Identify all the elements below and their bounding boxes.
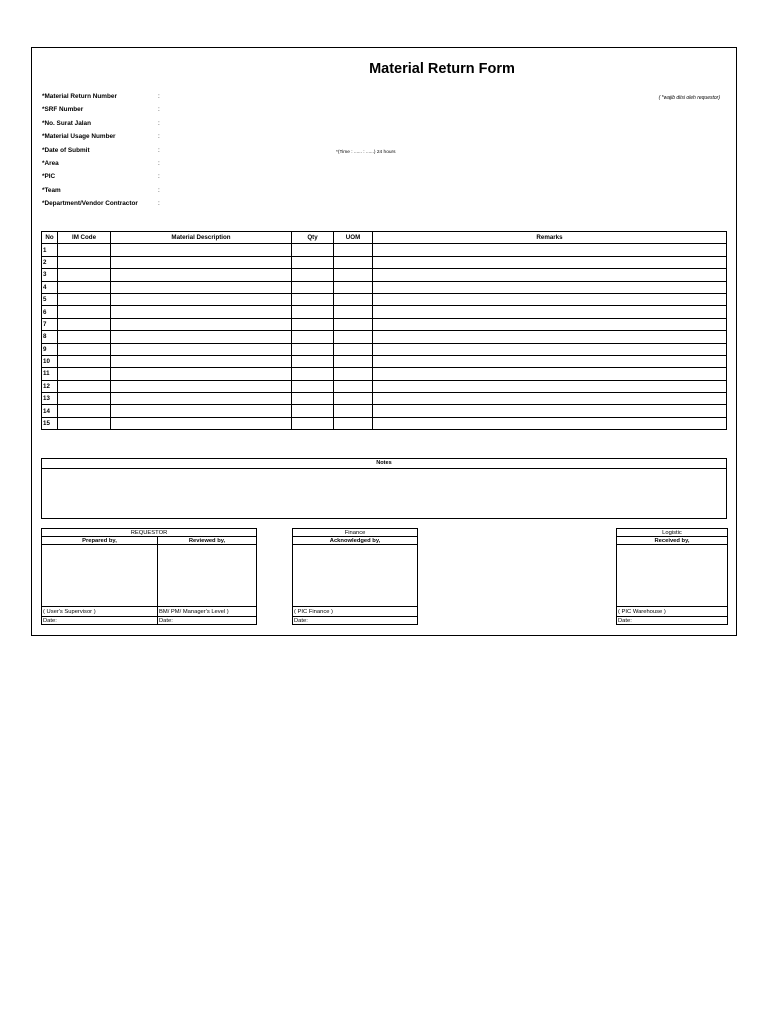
field-pic[interactable] bbox=[42, 173, 182, 185]
im-code-cell[interactable] bbox=[58, 380, 111, 392]
logistic-signature-area[interactable] bbox=[617, 545, 728, 607]
description-cell[interactable] bbox=[111, 281, 292, 293]
table-row bbox=[42, 331, 727, 343]
items-header-row bbox=[42, 232, 727, 244]
description-cell[interactable] bbox=[111, 417, 292, 429]
description-cell[interactable] bbox=[111, 393, 292, 405]
remarks-cell[interactable] bbox=[373, 380, 727, 392]
description-cell[interactable] bbox=[111, 368, 292, 380]
field-colon: : bbox=[158, 173, 160, 181]
prepared-date[interactable]: Date: bbox=[42, 617, 158, 625]
description-cell[interactable] bbox=[111, 343, 292, 355]
remarks-cell[interactable] bbox=[373, 256, 727, 268]
field-label: *Team bbox=[42, 186, 61, 194]
remarks-cell[interactable] bbox=[373, 368, 727, 380]
uom-cell[interactable] bbox=[334, 405, 373, 417]
uom-cell[interactable] bbox=[334, 256, 373, 268]
logistic-header: Logistic bbox=[617, 529, 728, 537]
notes-box[interactable] bbox=[41, 458, 727, 519]
row-number: 4 bbox=[42, 281, 58, 293]
description-cell[interactable] bbox=[111, 355, 292, 367]
row-number: 10 bbox=[42, 355, 58, 367]
finance-signature-area[interactable] bbox=[293, 545, 418, 607]
qty-cell[interactable] bbox=[292, 355, 334, 367]
qty-cell[interactable] bbox=[292, 417, 334, 429]
qty-cell[interactable] bbox=[292, 380, 334, 392]
remarks-cell[interactable] bbox=[373, 331, 727, 343]
col-description: Material Description bbox=[111, 232, 292, 244]
im-code-cell[interactable] bbox=[58, 244, 111, 256]
im-code-cell[interactable] bbox=[58, 355, 111, 367]
field-no-surat-jalan[interactable] bbox=[42, 120, 182, 132]
table-row bbox=[42, 293, 727, 305]
remarks-cell[interactable] bbox=[373, 343, 727, 355]
remarks-cell[interactable] bbox=[373, 405, 727, 417]
uom-cell[interactable] bbox=[334, 355, 373, 367]
logistic-date[interactable]: Date: bbox=[617, 617, 728, 625]
field-label: *SRF Number bbox=[42, 106, 84, 114]
field-label: *Material Return Number bbox=[42, 93, 117, 100]
requestor-block bbox=[41, 528, 257, 625]
received-by-label: Received by, bbox=[617, 537, 728, 545]
prepared-by-label: Prepared by, bbox=[42, 537, 158, 545]
field-label: *No. Surat Jalan bbox=[42, 119, 92, 127]
qty-cell[interactable] bbox=[292, 393, 334, 405]
description-cell[interactable] bbox=[111, 331, 292, 343]
col-remarks: Remarks bbox=[373, 232, 727, 244]
qty-cell[interactable] bbox=[292, 331, 334, 343]
im-code-cell[interactable] bbox=[58, 393, 111, 405]
description-cell[interactable] bbox=[111, 405, 292, 417]
col-no: No bbox=[42, 232, 58, 244]
field-area[interactable] bbox=[42, 160, 182, 172]
table-row bbox=[42, 281, 727, 293]
time-note: *(Time : ...... : ......) 24 hours bbox=[336, 150, 396, 155]
field-material-return-number[interactable] bbox=[42, 93, 182, 105]
table-row bbox=[42, 256, 727, 268]
table-row bbox=[42, 393, 727, 405]
description-cell[interactable] bbox=[111, 380, 292, 392]
field-label: *Material Usage Number bbox=[42, 133, 116, 141]
row-number: 2 bbox=[42, 256, 58, 268]
logistic-block bbox=[616, 528, 728, 625]
field-label: *Date of Submit bbox=[42, 146, 90, 154]
remarks-cell[interactable] bbox=[373, 281, 727, 293]
field-department-vendor[interactable] bbox=[42, 200, 182, 212]
qty-cell[interactable] bbox=[292, 293, 334, 305]
prepared-signature-area[interactable] bbox=[42, 545, 158, 607]
table-row bbox=[42, 380, 727, 392]
reviewed-role: BM/ PM/ Manager's Level ) bbox=[158, 607, 257, 617]
remarks-cell[interactable] bbox=[373, 355, 727, 367]
im-code-cell[interactable] bbox=[58, 343, 111, 355]
uom-cell[interactable] bbox=[334, 380, 373, 392]
qty-cell[interactable] bbox=[292, 281, 334, 293]
im-code-cell[interactable] bbox=[58, 256, 111, 268]
row-number: 12 bbox=[42, 380, 58, 392]
im-code-cell[interactable] bbox=[58, 417, 111, 429]
form-title: Material Return Form bbox=[369, 61, 515, 77]
uom-cell[interactable] bbox=[334, 269, 373, 281]
qty-cell[interactable] bbox=[292, 256, 334, 268]
field-label: *Area bbox=[42, 160, 59, 167]
field-colon: : bbox=[158, 160, 160, 167]
table-row bbox=[42, 343, 727, 355]
qty-cell[interactable] bbox=[292, 244, 334, 256]
qty-cell[interactable] bbox=[292, 306, 334, 318]
col-im-code: IM Code bbox=[58, 232, 111, 244]
row-number: 7 bbox=[42, 318, 58, 330]
im-code-cell[interactable] bbox=[58, 293, 111, 305]
field-label: *PIC bbox=[42, 173, 56, 181]
row-number: 15 bbox=[42, 417, 58, 429]
description-cell[interactable] bbox=[111, 244, 292, 256]
col-qty: Qty bbox=[292, 232, 334, 244]
uom-cell[interactable] bbox=[334, 281, 373, 293]
field-colon: : bbox=[158, 133, 160, 141]
field-colon: : bbox=[158, 200, 160, 208]
finance-role: ( PIC Finance ) bbox=[293, 607, 418, 617]
reviewed-signature-area[interactable] bbox=[158, 545, 257, 607]
qty-cell[interactable] bbox=[292, 405, 334, 417]
description-cell[interactable] bbox=[111, 306, 292, 318]
items-table bbox=[41, 231, 727, 430]
notes-label: Notes bbox=[42, 459, 726, 469]
im-code-cell[interactable] bbox=[58, 318, 111, 330]
reviewed-date[interactable]: Date: bbox=[158, 617, 257, 625]
field-team[interactable] bbox=[42, 187, 182, 199]
remarks-cell[interactable] bbox=[373, 269, 727, 281]
table-row bbox=[42, 405, 727, 417]
field-colon: : bbox=[158, 146, 160, 154]
table-row bbox=[42, 306, 727, 318]
im-code-cell[interactable] bbox=[58, 368, 111, 380]
field-srf-number[interactable] bbox=[42, 106, 182, 118]
remarks-cell[interactable] bbox=[373, 393, 727, 405]
qty-cell[interactable] bbox=[292, 368, 334, 380]
row-number: 5 bbox=[42, 293, 58, 305]
table-row bbox=[42, 355, 727, 367]
uom-cell[interactable] bbox=[334, 306, 373, 318]
uom-cell[interactable] bbox=[334, 368, 373, 380]
field-material-usage-number[interactable] bbox=[42, 133, 182, 145]
finance-block bbox=[292, 528, 418, 625]
uom-cell[interactable] bbox=[334, 393, 373, 405]
qty-cell[interactable] bbox=[292, 343, 334, 355]
im-code-cell[interactable] bbox=[58, 281, 111, 293]
field-colon: : bbox=[158, 186, 160, 194]
remarks-cell[interactable] bbox=[373, 306, 727, 318]
field-colon: : bbox=[158, 93, 160, 100]
remarks-cell[interactable] bbox=[373, 318, 727, 330]
qty-cell[interactable] bbox=[292, 318, 334, 330]
qty-cell[interactable] bbox=[292, 269, 334, 281]
table-row bbox=[42, 318, 727, 330]
prepared-role: ( User's Supervisor ) bbox=[42, 607, 158, 617]
description-cell[interactable] bbox=[111, 318, 292, 330]
description-cell[interactable] bbox=[111, 269, 292, 281]
row-number: 14 bbox=[42, 405, 58, 417]
table-row bbox=[42, 368, 727, 380]
row-number: 3 bbox=[42, 269, 58, 281]
finance-header: Finance bbox=[293, 529, 418, 537]
row-number: 8 bbox=[42, 331, 58, 343]
row-number: 1 bbox=[42, 244, 58, 256]
im-code-cell[interactable] bbox=[58, 306, 111, 318]
logistic-role: ( PIC Warehouse ) bbox=[617, 607, 728, 617]
uom-cell[interactable] bbox=[334, 293, 373, 305]
row-number: 6 bbox=[42, 306, 58, 318]
uom-cell[interactable] bbox=[334, 244, 373, 256]
uom-cell[interactable] bbox=[334, 331, 373, 343]
col-uom: UOM bbox=[334, 232, 373, 244]
table-row bbox=[42, 417, 727, 429]
field-label: *Department/Vendor Contractor bbox=[42, 200, 138, 208]
table-row bbox=[42, 269, 727, 281]
field-date-of-submit[interactable] bbox=[42, 147, 182, 159]
reviewed-by-label: Reviewed by, bbox=[158, 537, 257, 545]
acknowledged-by-label: Acknowledged by, bbox=[293, 537, 418, 545]
row-number: 9 bbox=[42, 343, 58, 355]
uom-cell[interactable] bbox=[334, 318, 373, 330]
im-code-cell[interactable] bbox=[58, 331, 111, 343]
form-frame bbox=[31, 47, 737, 636]
remarks-cell[interactable] bbox=[373, 244, 727, 256]
table-row bbox=[42, 244, 727, 256]
field-colon: : bbox=[158, 119, 160, 127]
im-code-cell[interactable] bbox=[58, 405, 111, 417]
row-number: 13 bbox=[42, 393, 58, 405]
row-number: 11 bbox=[42, 368, 58, 380]
description-cell[interactable] bbox=[111, 293, 292, 305]
uom-cell[interactable] bbox=[334, 417, 373, 429]
field-colon: : bbox=[158, 106, 160, 114]
requestor-header: REQUESTOR bbox=[42, 529, 257, 537]
finance-date[interactable]: Date: bbox=[293, 617, 418, 625]
required-note: ( *wajib diisi oleh requestor) bbox=[658, 95, 720, 101]
uom-cell[interactable] bbox=[334, 343, 373, 355]
remarks-cell[interactable] bbox=[373, 293, 727, 305]
im-code-cell[interactable] bbox=[58, 269, 111, 281]
description-cell[interactable] bbox=[111, 256, 292, 268]
remarks-cell[interactable] bbox=[373, 417, 727, 429]
